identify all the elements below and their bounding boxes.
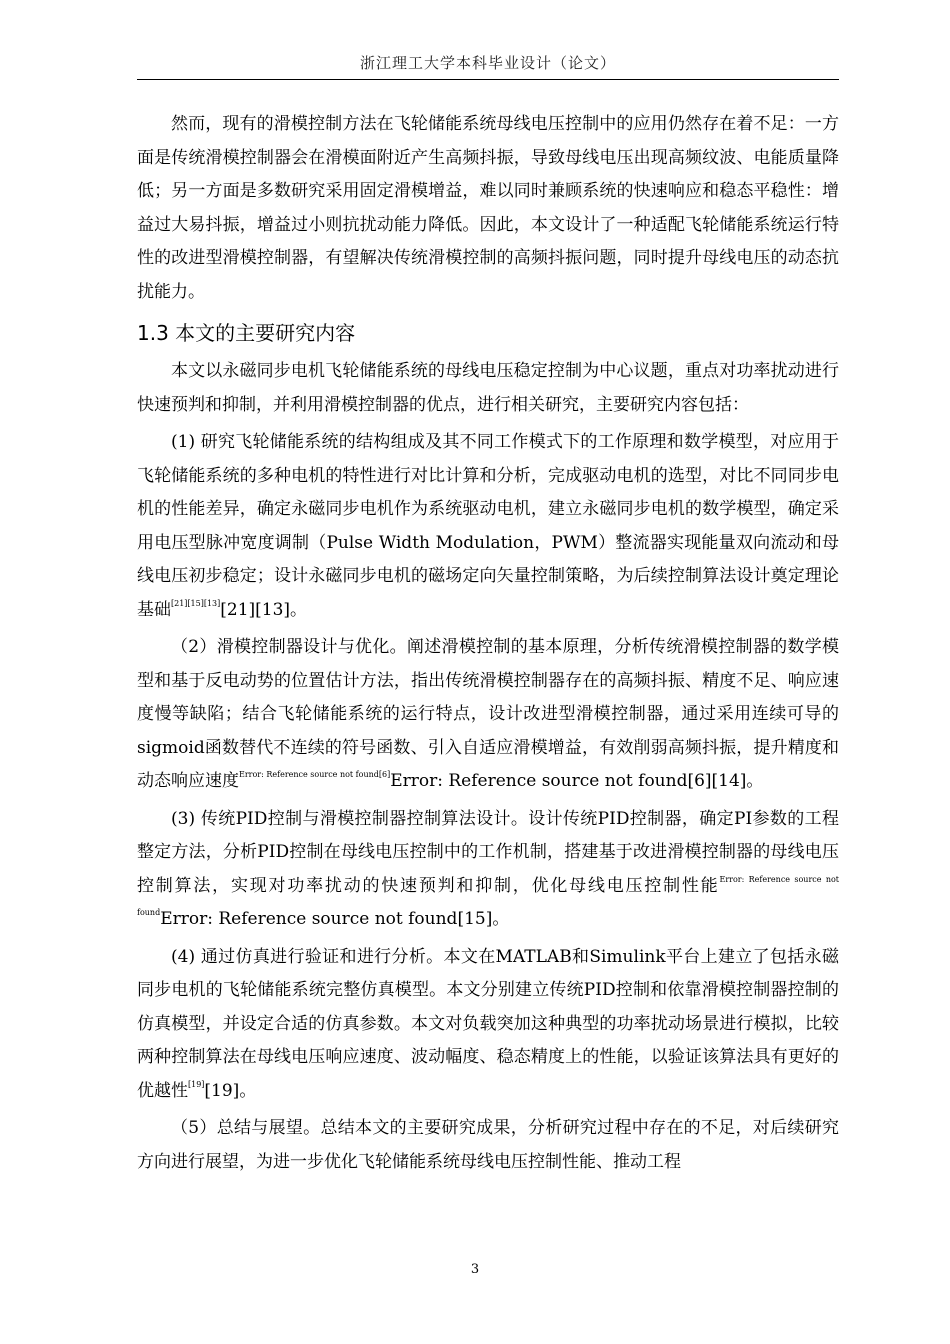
list-item-1-text: (1) 研究飞轮储能系统的结构组成及其不同工作模式下的工作原理和数学模型，对应用于飞轮储能系统的多种电机的特性进行对比计算和分析，完成驱动电机的选型，对比不同同步电机的性能差异，确定永磁同步电机作为系统驱动电机，建立永磁同步电机的数学模型，确定采用电压型脉冲宽度调制（Pulse Width Modulation，PWM）整流器实现能量双向流动和母线电压初步稳定；设计永磁同步电机的磁场定向矢量控制策略，为后续控制算法设计奠定理论基础	[137, 432, 839, 620]
citation-superscript: [19]	[188, 1079, 205, 1089]
page-body	[137, 108, 839, 1183]
list-item-4-text: (4) 通过仿真进行验证和进行分析。本文在MATLAB和Simulink平台上建立了包括永磁同步电机的飞轮储能系统完整仿真模型。本文分别建立传统PID控制和依靠滑模控制器控制的仿真模型，并设定合适的仿真参数。本文对负载突加这种典型的功率扰动场景进行模拟，比较两种控制算法在母线电压响应速度、波动幅度、稳态精度上的性能，以验证该算法具有更好的优越性	[137, 946, 839, 1101]
header-rule	[137, 79, 839, 80]
list-item-2	[137, 631, 839, 799]
citation-superscript: Error: Reference source not found[6]	[239, 770, 391, 779]
list-item-3	[137, 803, 839, 937]
citation-text: Error: Reference source not found[6][14]。	[390, 771, 764, 791]
list-item-1	[137, 426, 839, 627]
citation-text: Error: Reference source not found[15]。	[160, 909, 510, 929]
paragraph-limitations: 然而，现有的滑模控制方法在飞轮储能系统母线电压控制中的应用仍然存在着不足：一方面是传统滑模控制器会在滑模面附近产生高频抖振，导致母线电压出现高频纹波、电能质量降低；另一方面是多数研究采用固定滑模增益，难以同时兼顾系统的快速响应和稳态平稳性：增益过大易抖振，增益过小则抗扰动能力降低。因此，本文设计了一种适配飞轮储能系统运行特性的改进型滑模控制器，有望解决传统滑模控制的高频抖振问题，同时提升母线电压的动态抗扰能力。	[137, 114, 839, 302]
list-item-4	[137, 941, 839, 1109]
page-number: 3	[470, 1262, 480, 1277]
list-item-2-text: （2）滑模控制器设计与优化。阐述滑模控制的基本原理，分析传统滑模控制器的数学模型和基于反电动势的位置估计方法，指出传统滑模控制器存在的高频抖振、精度不足、响应速度慢等缺陷；结合飞轮储能系统的运行特点，设计改进型滑模控制器，通过采用连续可导的sigmoid函数替代不连续的符号函数、引入自适应滑模增益，有效削弱高频抖振，提升精度和动态响应速度	[137, 637, 839, 791]
running-header: 浙江理工大学本科毕业设计（论文）	[359, 54, 616, 72]
list-item-5: （5）总结与展望。总结本文的主要研究成果，分析研究过程中存在的不足，对后续研究方向进行展望，为进一步优化飞轮储能系统母线电压控制性能、推动工程	[137, 1118, 839, 1172]
citation-superscript: [21][15][13]	[171, 598, 221, 608]
section-heading: 1.3 本文的主要研究内容	[137, 321, 356, 345]
list-item-3-text: (3) 传统PID控制与滑模控制器控制算法设计。设计传统PID控制器，确定PI参数的工程整定方法，分析PID控制在母线电压控制中的工作机制，搭建基于改进滑模控制器的母线电压控制算法，实现对功率扰动的快速预判和抑制，优化母线电压控制性能	[137, 808, 839, 896]
paragraph-intro: 本文以永磁同步电机飞轮储能系统的母线电压稳定控制为中心议题，重点对功率扰动进行快速预判和抑制，并利用滑模控制器的优点，进行相关研究，主要研究内容包括：	[137, 361, 839, 415]
citation-text: [21][13]。	[220, 599, 308, 620]
citation-text: [19]。	[204, 1080, 257, 1101]
citation-superscript: Error: Reference source not found	[137, 874, 839, 917]
